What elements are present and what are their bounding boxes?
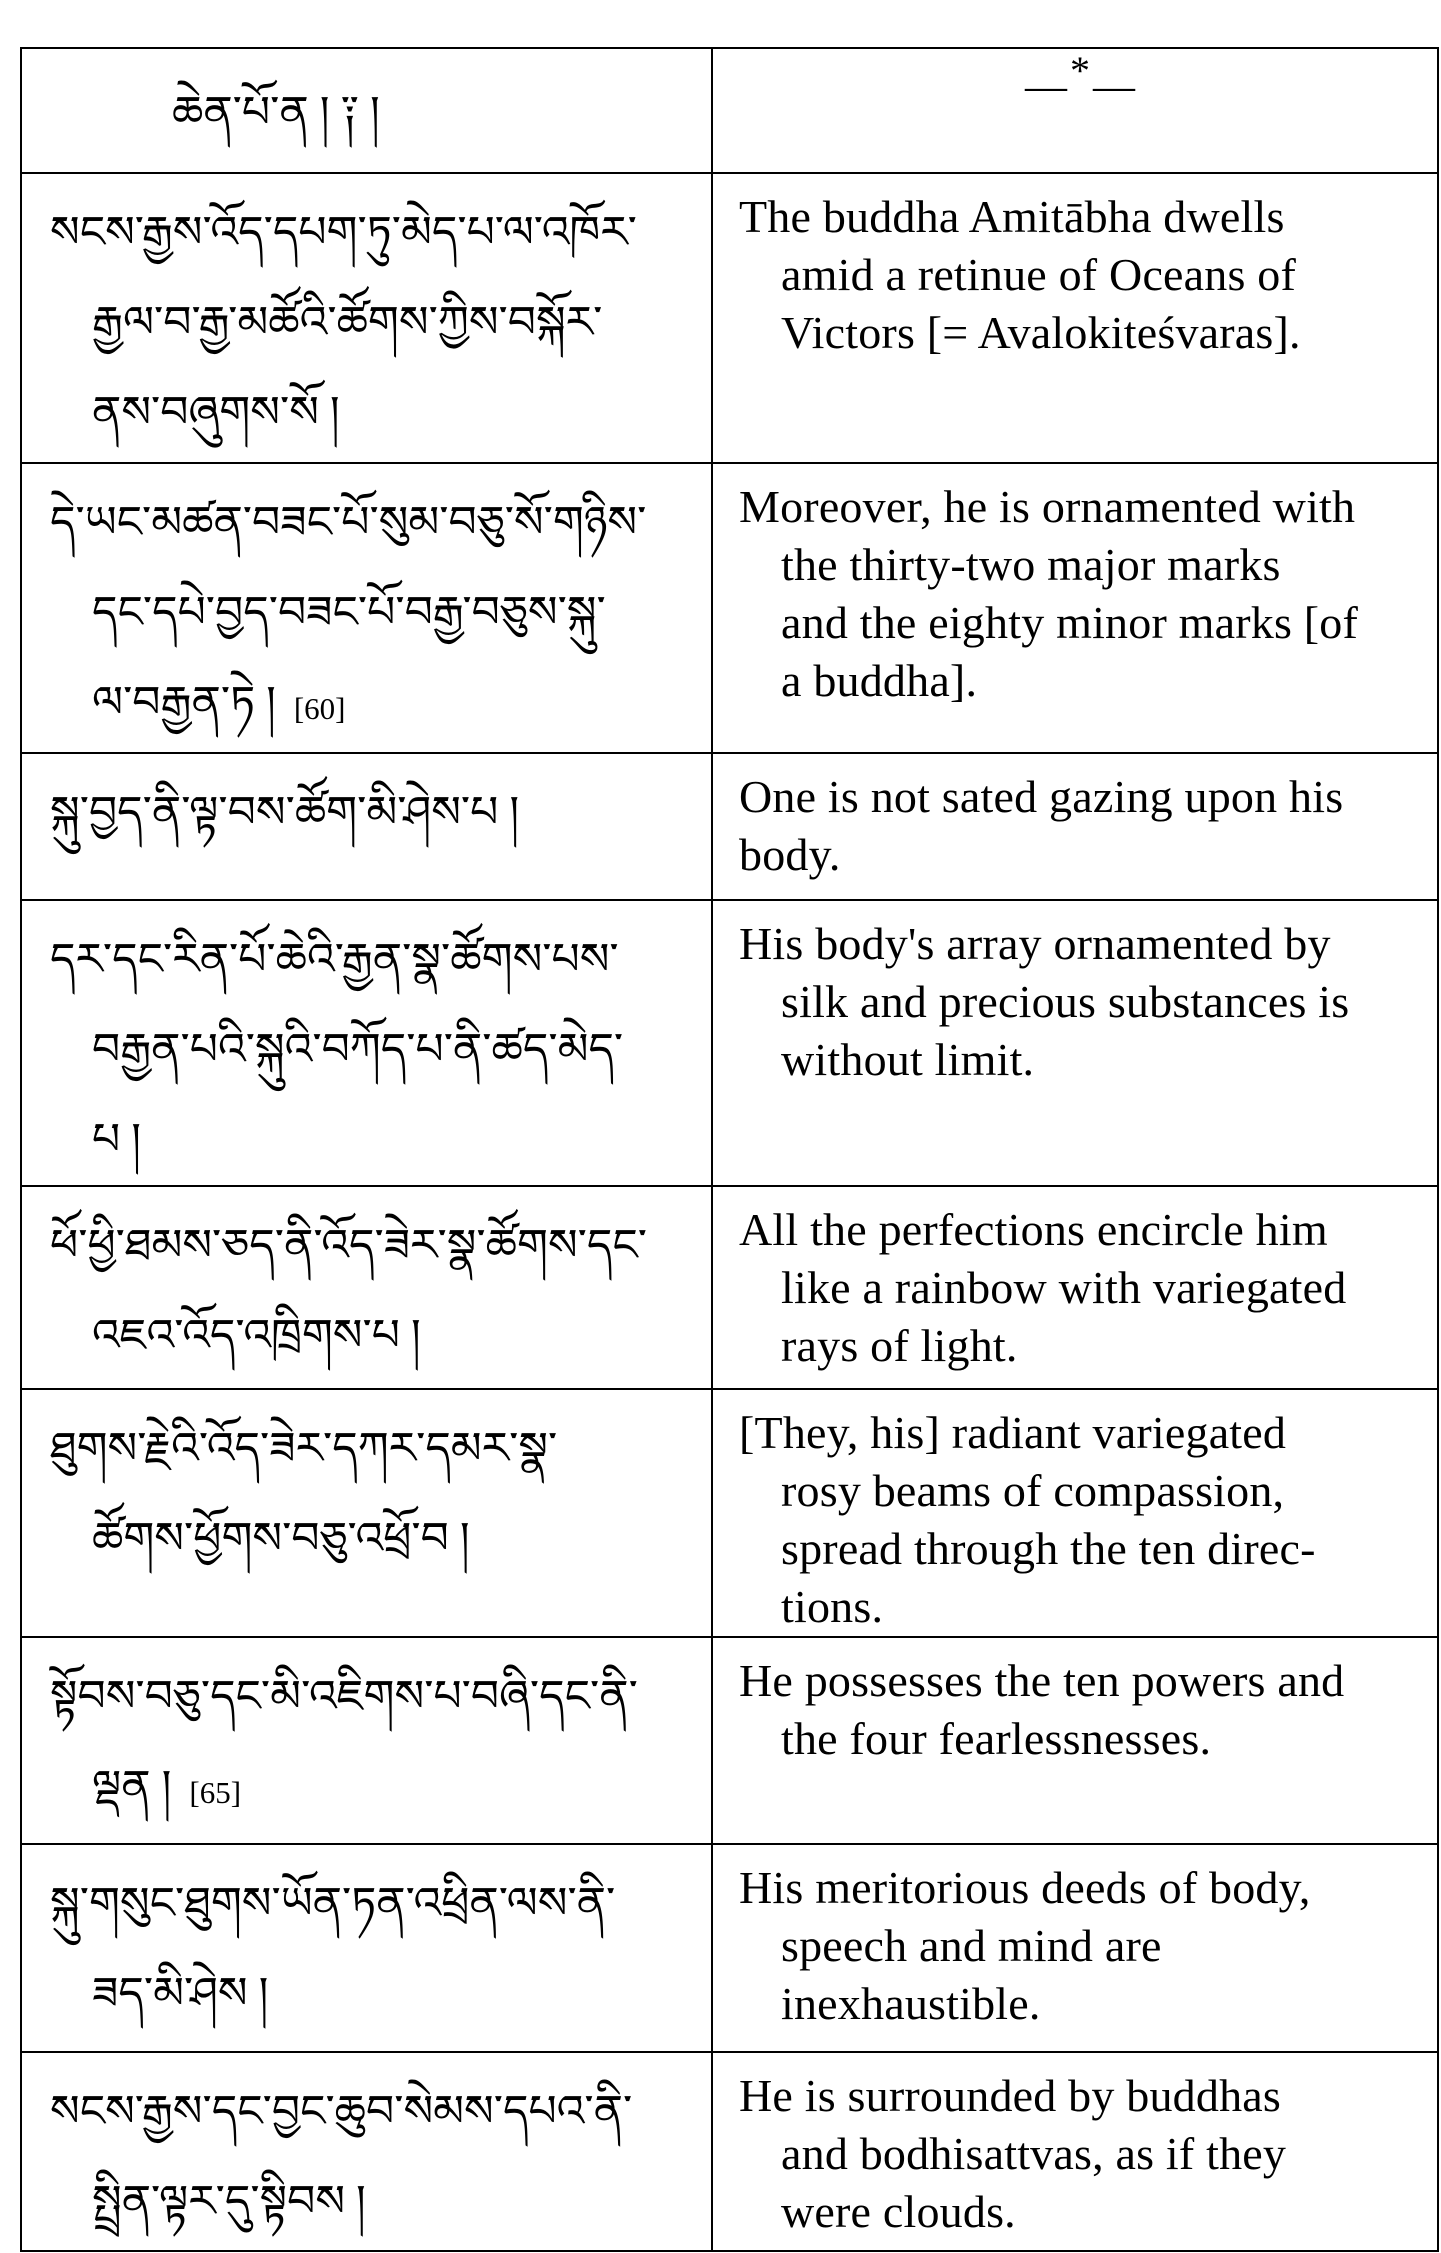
table-row xyxy=(22,754,1437,901)
english-line: inexhaustible. xyxy=(781,1978,1041,2029)
english-line: His body's array ornamented by xyxy=(739,918,1331,969)
tibetan-line: སྤྲིན་ལྟར་དུ་སྟིབས ། xyxy=(92,2177,366,2226)
english-line: One is not sated gazing upon his xyxy=(739,771,1344,822)
tibetan-line: ལ་བརྒྱན་ཏེ ། [60] xyxy=(92,678,346,727)
english-line: like a rainbow with variegated xyxy=(781,1262,1347,1313)
english-cell xyxy=(713,2053,1437,2250)
tibetan-line: ཕོ་ཕྱི་ཐམས་ཅད་ནི་འོད་ཟེར་སྣ་ཚོགས་དང་ xyxy=(50,1221,647,1270)
english-cell xyxy=(713,464,1437,752)
tibetan-cell xyxy=(22,1390,713,1636)
tibetan-line: ཐུགས་རྗེའི་འོད་ཟེར་དཀར་དམར་སྣ་ xyxy=(50,1424,558,1473)
marker-dash-left: — xyxy=(1025,64,1067,110)
english-cell xyxy=(713,174,1437,462)
translation-table xyxy=(20,47,1439,2252)
english-cell xyxy=(713,1390,1437,1636)
tibetan-line: འཇའ་འོད་འཁྲིགས་པ ། xyxy=(92,1311,421,1360)
english-cell xyxy=(713,1638,1437,1843)
table-row xyxy=(22,1638,1437,1845)
tibetan-line: རྒྱལ་བ་རྒྱ་མཚོའི་ཚོགས་ཀྱིས་བསྐོར་ xyxy=(92,298,603,347)
section-marker-cell xyxy=(713,49,1437,172)
english-line: the thirty-two major marks xyxy=(781,539,1281,590)
tibetan-line: ནས་བཞུགས་སོ ། xyxy=(92,388,340,437)
english-line: the four fearlessnesses. xyxy=(781,1713,1212,1764)
english-line: All the perfections encircle him xyxy=(739,1204,1328,1255)
tibetan-line: དར་དང་རིན་པོ་ཆེའི་རྒྱན་སྣ་ཚོགས་པས་ xyxy=(50,935,619,984)
english-cell xyxy=(713,1845,1437,2051)
table-row xyxy=(22,2053,1437,2252)
english-line: His meritorious deeds of body, xyxy=(739,1862,1311,1913)
verse-ref: [60] xyxy=(293,691,346,726)
english-line: [They, his] radiant variegated xyxy=(739,1407,1287,1458)
english-line: were clouds. xyxy=(781,2186,1016,2237)
table-row xyxy=(22,464,1437,754)
verse-ref: [65] xyxy=(189,1775,242,1810)
english-line: Victors [= Avalokiteśvaras]. xyxy=(781,307,1301,358)
english-line: without limit. xyxy=(781,1034,1035,1085)
tibetan-cell xyxy=(22,1845,713,2051)
tibetan-line: སངས་རྒྱས་འོད་དཔག་ཏུ་མེད་པ་ལ་འཁོར་ xyxy=(50,208,637,257)
english-line: body. xyxy=(739,829,841,880)
tibetan-cell xyxy=(22,901,713,1185)
tibetan-line: ཟད་མི་ཤེས ། xyxy=(92,1969,269,2018)
tibetan-cell xyxy=(22,174,713,462)
english-line: amid a retinue of Oceans of xyxy=(781,249,1297,300)
table-row xyxy=(22,1187,1437,1390)
table-row xyxy=(22,901,1437,1187)
english-line: rays of light. xyxy=(781,1320,1018,1371)
tibetan-line: སངས་རྒྱས་དང་བྱང་ཆུབ་སེམས་དཔའ་ནི་ xyxy=(50,2087,633,2136)
tibetan-line: ཚོགས་ཕྱོགས་བཅུ་འཕྲོ་བ ། xyxy=(92,1514,470,1563)
english-line: and the eighty minor marks [of xyxy=(781,597,1359,648)
tibetan-line: དང་དཔེ་བྱད་བཟང་པོ་བརྒྱ་བཅུས་སྐུ་ xyxy=(92,588,606,637)
tibetan-line: སྐུ་བྱད་ནི་ལྟ་བས་ཚོག་མི་ཤེས་པ ། xyxy=(50,788,520,837)
tibetan-cell xyxy=(22,1187,713,1388)
english-line: He is surrounded by buddhas xyxy=(739,2070,1281,2121)
tibetan-header-cell xyxy=(22,49,713,172)
tibetan-line: སྐུ་གསུང་ཐུགས་ཡོན་ཏན་འཕྲིན་ལས་ནི་ xyxy=(50,1879,616,1928)
tibetan-cell xyxy=(22,464,713,752)
tibetan-cell xyxy=(22,1638,713,1843)
table-row xyxy=(22,174,1437,464)
english-line: tions. xyxy=(781,1581,884,1632)
english-line: The buddha Amitābha dwells xyxy=(739,191,1285,242)
english-cell xyxy=(713,754,1437,899)
english-line: a buddha]. xyxy=(781,655,978,706)
table-row xyxy=(22,1390,1437,1638)
english-line: rosy beams of compassion, xyxy=(781,1465,1285,1516)
marker-star: * xyxy=(1070,49,1090,93)
english-cell xyxy=(713,1187,1437,1388)
table-header-row xyxy=(22,49,1437,174)
english-line: He possesses the ten powers and xyxy=(739,1655,1345,1706)
tibetan-line: པ ། xyxy=(92,1115,141,1164)
tibetan-line: དེ་ཡང་མཚན་བཟང་པོ་སུམ་བཅུ་སོ་གཉིས་ xyxy=(50,498,647,547)
tibetan-header-text: ཆེན་པོ་ན ། ༑ ། xyxy=(172,88,380,137)
table-row xyxy=(22,1845,1437,2053)
english-line: and bodhisattvas, as if they xyxy=(781,2128,1287,2179)
tibetan-cell xyxy=(22,2053,713,2250)
english-line: silk and precious substances is xyxy=(781,976,1350,1027)
english-cell xyxy=(713,901,1437,1185)
tibetan-line: བརྒྱན་པའི་སྐུའི་བཀོད་པ་ནི་ཚད་མེད་ xyxy=(92,1025,624,1074)
tibetan-cell xyxy=(22,754,713,899)
marker-dash-right: — xyxy=(1093,64,1135,110)
english-line: Moreover, he is ornamented with xyxy=(739,481,1356,532)
tibetan-line: སྟོབས་བཅུ་དང་མི་འཇིགས་པ་བཞི་དང་ནི་ xyxy=(50,1672,638,1721)
section-marker xyxy=(1025,49,1135,111)
english-line: speech and mind are xyxy=(781,1920,1162,1971)
english-line: spread through the ten direc- xyxy=(781,1523,1316,1574)
tibetan-line: ལྡན ། [65] xyxy=(92,1762,242,1811)
